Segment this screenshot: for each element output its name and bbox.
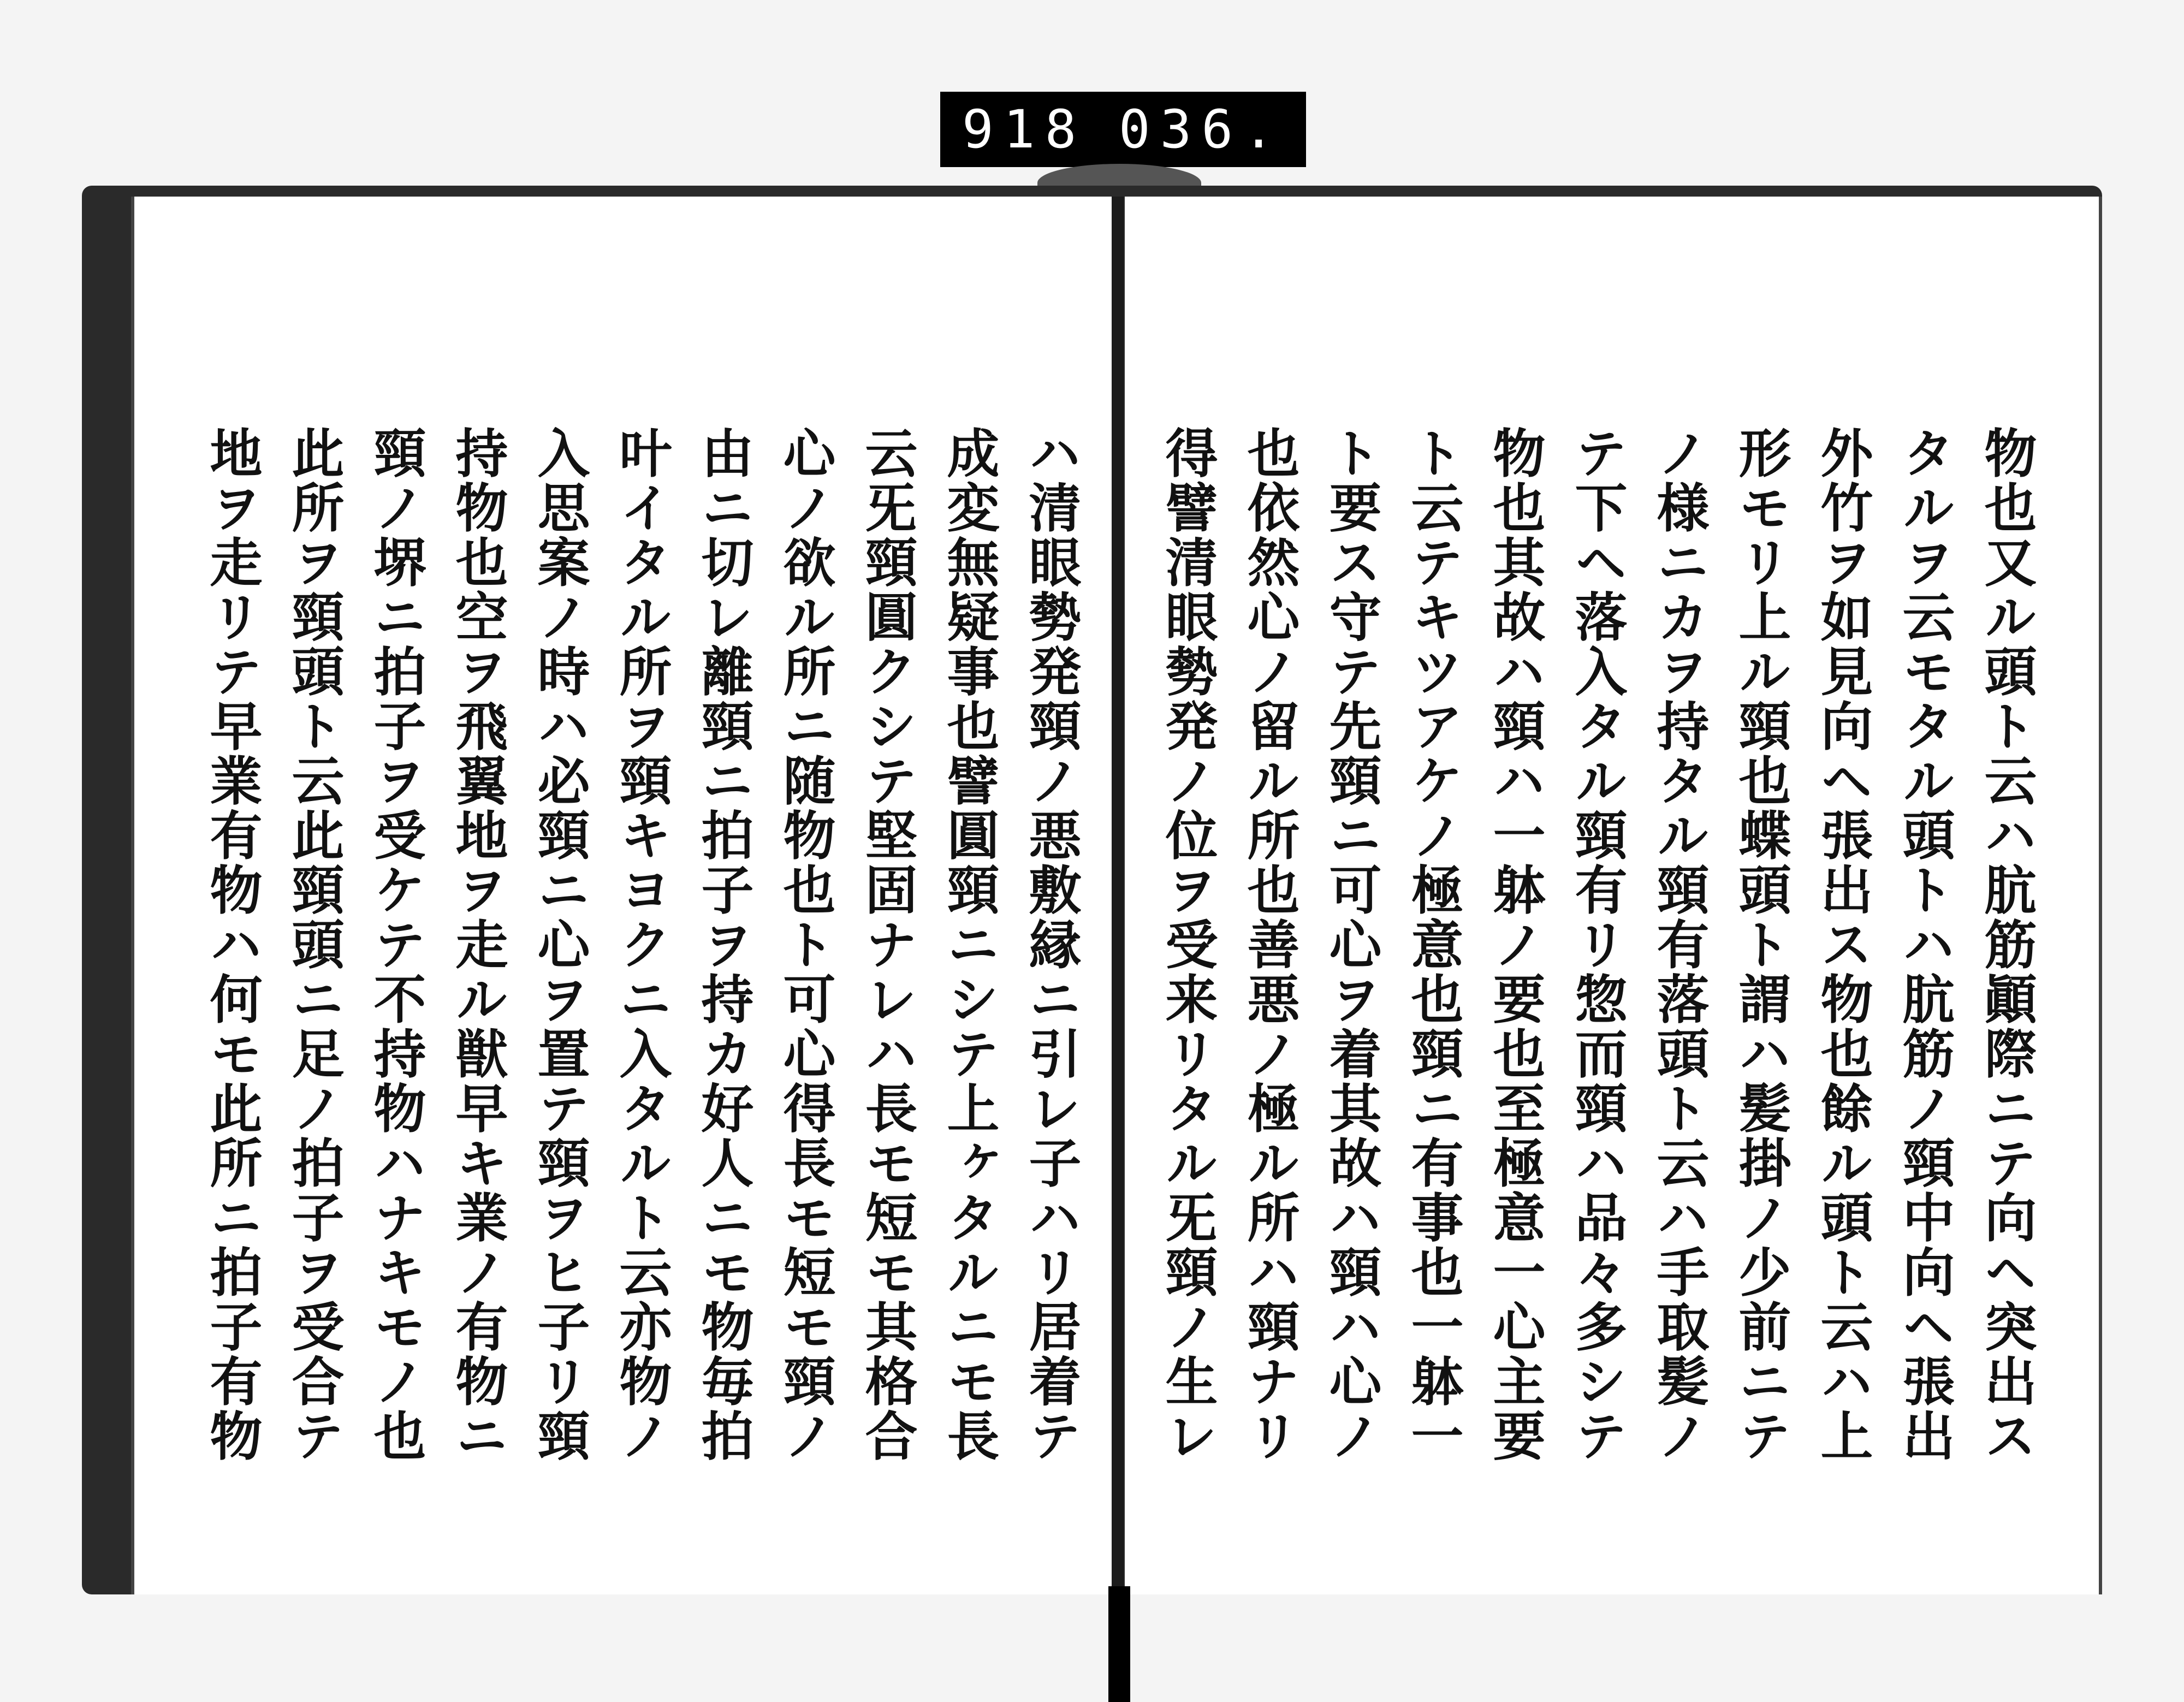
- text-column: 持物也空ヲ飛翼地ヲ走ル獣早キ業ノ有物ニ: [447, 426, 509, 1463]
- right-page-text: [1147, 426, 2048, 1485]
- text-column: ノ様ニカヲ持タル頸有落頭ト云ハ手取髪ノ: [1648, 426, 1710, 1463]
- text-column: 也依然心ノ留ル所也善悪ノ極ル所ハ頸ナリ: [1239, 426, 1301, 1463]
- text-column: 入思案ノ時ハ必頸ニ心ヲ置テ頸ヲヒ子リ頸: [529, 426, 591, 1463]
- text-column: 云旡頸圓クシテ堅固ナレハ長モ短モ其格合: [857, 426, 918, 1463]
- text-column: タルヲ云モタル頭トハ肮筋ノ頸中向ヘ張出: [1894, 426, 1956, 1463]
- archive-number-label: [940, 92, 1306, 167]
- archive-label-right-code: 036.: [1118, 99, 1284, 160]
- text-column: 此所ヲ頸頭ト云此頸頭ニ足ノ拍子ヲ受合テ: [283, 426, 345, 1463]
- left-page-text: [191, 426, 1092, 1485]
- text-column: 形モリ上ル頸也蝶頭ト謂ハ髪掛ノ少前ニテ: [1730, 426, 1792, 1463]
- text-column: ト要ス守テ先頸ニ可心ヲ着其故ハ頸ハ心ノ: [1321, 426, 1382, 1463]
- text-column: テ下ヘ落入タル頸有リ惣而頸ハ品々多シテ: [1566, 426, 1628, 1463]
- text-column: 物也又ル頭ト云ハ肮筋顚際ニテ向ヘ突出ス: [1976, 426, 2038, 1463]
- text-column: 外竹ヲ如見向ヘ張出ス物也餘ル頭ト云ハ上: [1812, 426, 1874, 1463]
- text-column: ハ清眼勢発頸ノ悪敷縁ニ引レ子ハリ居着テ: [1020, 426, 1082, 1463]
- text-column: 由ニ切レ離頸ニ拍子ヲ持カ好人ニモ物毎拍: [693, 426, 755, 1463]
- archive-label-left-code: 918: [962, 99, 1087, 160]
- text-column: 成変無疑事也譬圓頸ニシテ上ヶタルニモ長: [939, 426, 1000, 1463]
- text-column: 叶イタル所ヲ頸キヨクニ入タルト云亦物ノ: [611, 426, 673, 1463]
- text-column: 心ノ欲ル所ニ随物也ト可心得長モ短モ頸ノ: [775, 426, 836, 1463]
- text-column: 得譬清眼勢発ノ位ヲ受来リタル旡頸ノ生レ: [1157, 426, 1219, 1463]
- text-column: 地ヲ走リテ早業有物ハ何モ此所ニ拍子有物: [201, 426, 263, 1463]
- spine-tab: [1108, 1586, 1130, 1702]
- text-column: ト云テキツアケノ極意也頸ニ有事也一躰一: [1403, 426, 1464, 1463]
- text-column: 頸ノ堺ニ拍子ヲ受ケテ不持物ハナキモノ也: [365, 426, 427, 1463]
- text-column: 物也其故ハ頸ハ一躰ノ要也至極意一心主要: [1485, 426, 1546, 1463]
- book-spine: [1112, 197, 1124, 1594]
